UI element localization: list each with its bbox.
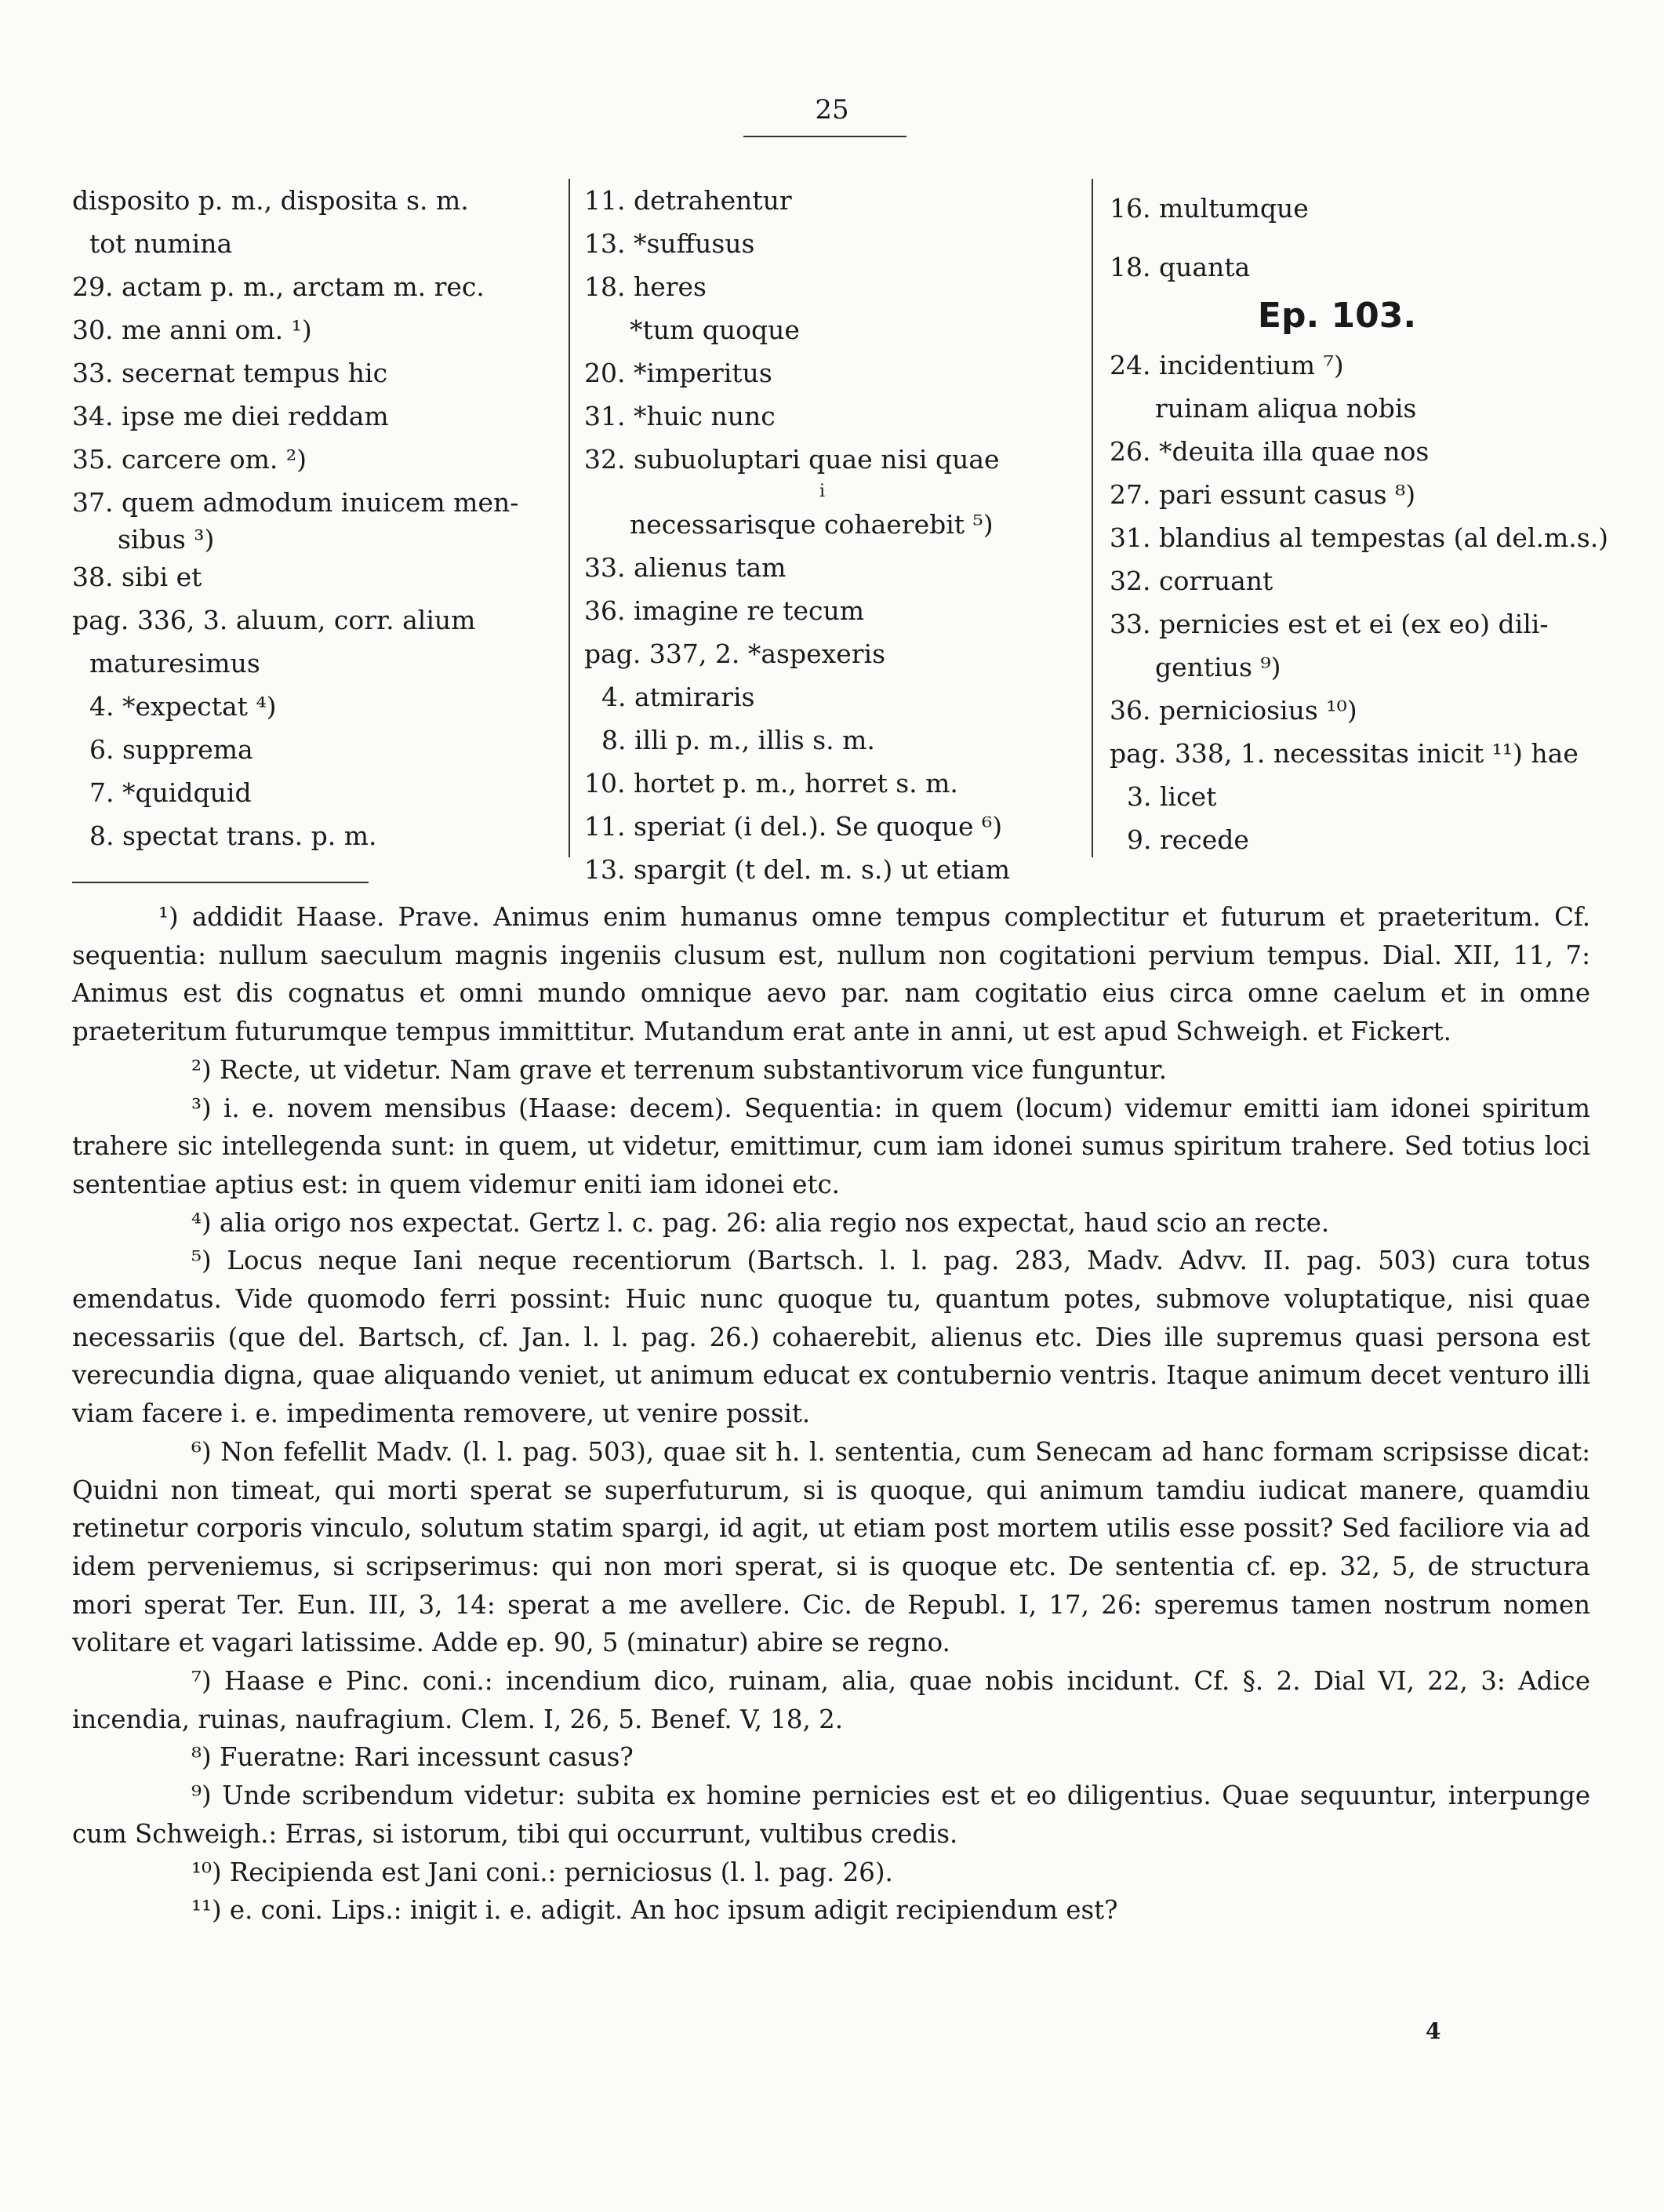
- variant-line: 18. quanta: [1110, 252, 1251, 282]
- variant-column-2: [584, 179, 1070, 891]
- page-number: 25: [815, 94, 849, 126]
- variant-line: 27. pari essunt casus ⁸): [1110, 479, 1416, 510]
- variant-line: 13. spargit (t del. m. s.) ut etiam: [584, 854, 1011, 885]
- footnote: ¹⁰) Recipienda est Jani coni.: perniciosus (l. l. pag. 26).: [191, 1857, 893, 1887]
- variant-line: tot numina: [89, 228, 233, 259]
- variant-line: 13. *suffusus: [584, 228, 755, 259]
- variant-line: 10. hortet p. m., horret s. m.: [584, 768, 958, 799]
- footnote: ¹¹) e. coni. Lips.: inigit i. e. adigit. An hoc ipsum adigit recipiendum est?: [191, 1895, 1118, 1926]
- variant-line: 11. speriat (i del.). Se quoque ⁶): [584, 811, 1003, 842]
- variant-line: 31. *huic nunc: [584, 401, 776, 431]
- footnotes: [72, 898, 1590, 1930]
- variant-line: 31. blandius al tempestas (al del.m.s.): [1110, 522, 1609, 553]
- variant-line: 29. actam p. m., arctam m. rec.: [72, 271, 485, 302]
- variant-line: 32. subuoluptari quae nisi quae: [584, 444, 1000, 475]
- variant-line: i: [819, 482, 826, 501]
- footnote-rule: [72, 882, 369, 883]
- variant-line: *tum quoque: [630, 315, 800, 345]
- variant-line: disposito p. m., disposita s. m.: [72, 185, 469, 216]
- header-rule: [743, 136, 906, 137]
- column-divider-1: [569, 179, 570, 857]
- variant-line: maturesimus: [89, 648, 260, 679]
- variant-line: ruinam aliqua nobis: [1155, 393, 1417, 424]
- variant-line: 36. imagine re tecum: [584, 595, 865, 626]
- variant-line: 33. secernat tempus hic: [72, 358, 388, 388]
- variant-column-3: [1110, 179, 1619, 861]
- variant-line: gentius ⁹): [1155, 652, 1281, 682]
- variant-line: 18. heres: [584, 271, 707, 302]
- variant-line: 8. spectat trans. p. m.: [89, 820, 377, 851]
- signature-mark: 4: [1426, 2018, 1441, 2044]
- variant-line: sibus ³): [118, 524, 215, 555]
- variant-line: 20. *imperitus: [584, 358, 772, 388]
- variant-column-1: [72, 179, 558, 857]
- variant-line: pag. 337, 2. *aspexeris: [584, 638, 886, 669]
- footnote: ³) i. e. novem mensibus (Haase: decem). Sequentia: in quem (locum) videmur emitti iam idonei spiritum trahere sic intellegenda sunt: in quem, ut videtur, emittimur, cum iam idonei sumus spiritum trahere. Sed totius loci sententiae aptius est: in quem videmur eniti iam idonei etc.: [72, 1093, 1590, 1199]
- column-divider-2: [1092, 179, 1093, 857]
- variant-line: 30. me anni om. ¹): [72, 315, 312, 345]
- variant-line: 9. recede: [1127, 824, 1249, 855]
- footnote: ²) Recte, ut videtur. Nam grave et terrenum substantivorum vice funguntur.: [191, 1054, 1168, 1085]
- variant-line: 26. *deuita illa quae nos: [1110, 436, 1430, 467]
- variant-line: 24. incidentium ⁷): [1110, 350, 1344, 380]
- variant-line: 35. carcere om. ²): [72, 444, 307, 475]
- variant-line: 36. perniciosius ¹⁰): [1110, 695, 1357, 726]
- variant-line: 8. illi p. m., illis s. m.: [601, 725, 875, 755]
- variant-line: pag. 336, 3. aluum, corr. alium: [72, 605, 476, 635]
- footnote: ⁶) Non fefellit Madv. (l. l. pag. 503), quae sit h. l. sententia, cum Senecam ad hanc formam scripsisse dicat: Quidni non timeat, qui morti sperat se superfuturum, si is quoque, qui animum tamdiu iudicat manere, quamdiu retinetur corporis vinculo, solutum statim spargi, id agit, ut etiam post mortem utilis esse possit? Sed faciliore via ad idem perveniemus, si scripserimus: qui non mori sperat, si is quoque etc. De sententia cf. ep. 32, 5, de structura mori sperat Ter. Eun. III, 3, 14: sperat a me avellere. Cic. de Republ. I, 17, 26: speremus tamen nostrum nomen volitare et vagari latissime. Adde ep. 90, 5 (minatur) abire se regno.: [72, 1436, 1590, 1658]
- footnote: ⁸) Fueratne: Rari incessunt casus?: [191, 1742, 634, 1773]
- variant-line: 32. corruant: [1110, 566, 1273, 596]
- variant-line: 3. licet: [1127, 781, 1217, 812]
- variant-line: 38. sibi et: [72, 562, 202, 592]
- variant-line: 33. pernicies est et ei (ex eo) dili-: [1110, 609, 1549, 639]
- epistle-heading: Ep. 103.: [1257, 296, 1417, 336]
- footnote: ⁴) alia origo nos expectat. Gertz l. c. pag. 26: alia regio nos expectat, haud scio an recte.: [191, 1207, 1330, 1238]
- variant-line: 6. supprema: [89, 734, 253, 765]
- variant-line: 11. detrahentur: [584, 185, 792, 216]
- variant-line: 4. atmiraris: [601, 682, 755, 712]
- variant-line: 33. alienus tam: [584, 552, 787, 583]
- variant-line: 16. multumque: [1110, 193, 1309, 224]
- footnote: ⁹) Unde scribendum videtur: subita ex homine pernicies est et eo diligentius. Quae sequuntur, interpunge cum Schweigh.: Erras, si istorum, tibi qui occurrunt, vultibus credis.: [72, 1781, 1590, 1849]
- variant-line: pag. 338, 1. necessitas inicit ¹¹) hae: [1110, 738, 1579, 769]
- footnote: ⁵) Locus neque Iani neque recentiorum (Bartsch. l. l. pag. 283, Madv. Advv. II. pag. 503) cura totus emendatus. Vide quomodo ferri possint: Huic nunc quoque tu, quantum potes, submove voluptatique, nisi quae necessariis (que del. Bartsch, cf. Jan. l. l. pag. 26.) cohaerebit, alienus etc. Dies ille supremus quasi persona est verecundia digna, quae aliquando veniet, ut animum educat ex contubernio ventris. Itaque animum decet venturo illi viam facere i. e. impedimenta removere, ut venire possit.: [72, 1246, 1590, 1429]
- variant-line: 37. quem admodum inuicem men-: [72, 487, 519, 518]
- footnote: ¹) addidit Haase. Prave. Animus enim humanus omne tempus complectitur et futurum et praeteritum. Cf. sequentia: nullum saeculum magnis ingeniis clusum est, nullum non cogitationi pervium tempus. Dial. XII, 11, 7: Animus est dis cognatus et omni mundo omnique aevo par. nam cogitatio eius circa omne caelum et in omne praeteritum futurumque tempus immittitur. Mutandum erat ante in anni, ut est apud Schweigh. et Fickert.: [72, 902, 1590, 1047]
- variant-line: necessarisque cohaerebit ⁵): [630, 509, 994, 540]
- variant-line: 34. ipse me diei reddam: [72, 401, 389, 431]
- footnote: ⁷) Haase e Pinc. coni.: incendium dico, ruinam, alia, quae nobis incidunt. Cf. §. 2. Dial VI, 22, 3: Adice incendia, ruinas, naufragium. Clem. I, 26, 5. Benef. V, 18, 2.: [72, 1666, 1590, 1734]
- variant-line: 7. *quidquid: [89, 777, 252, 808]
- variant-line: 4. *expectat ⁴): [89, 691, 277, 722]
